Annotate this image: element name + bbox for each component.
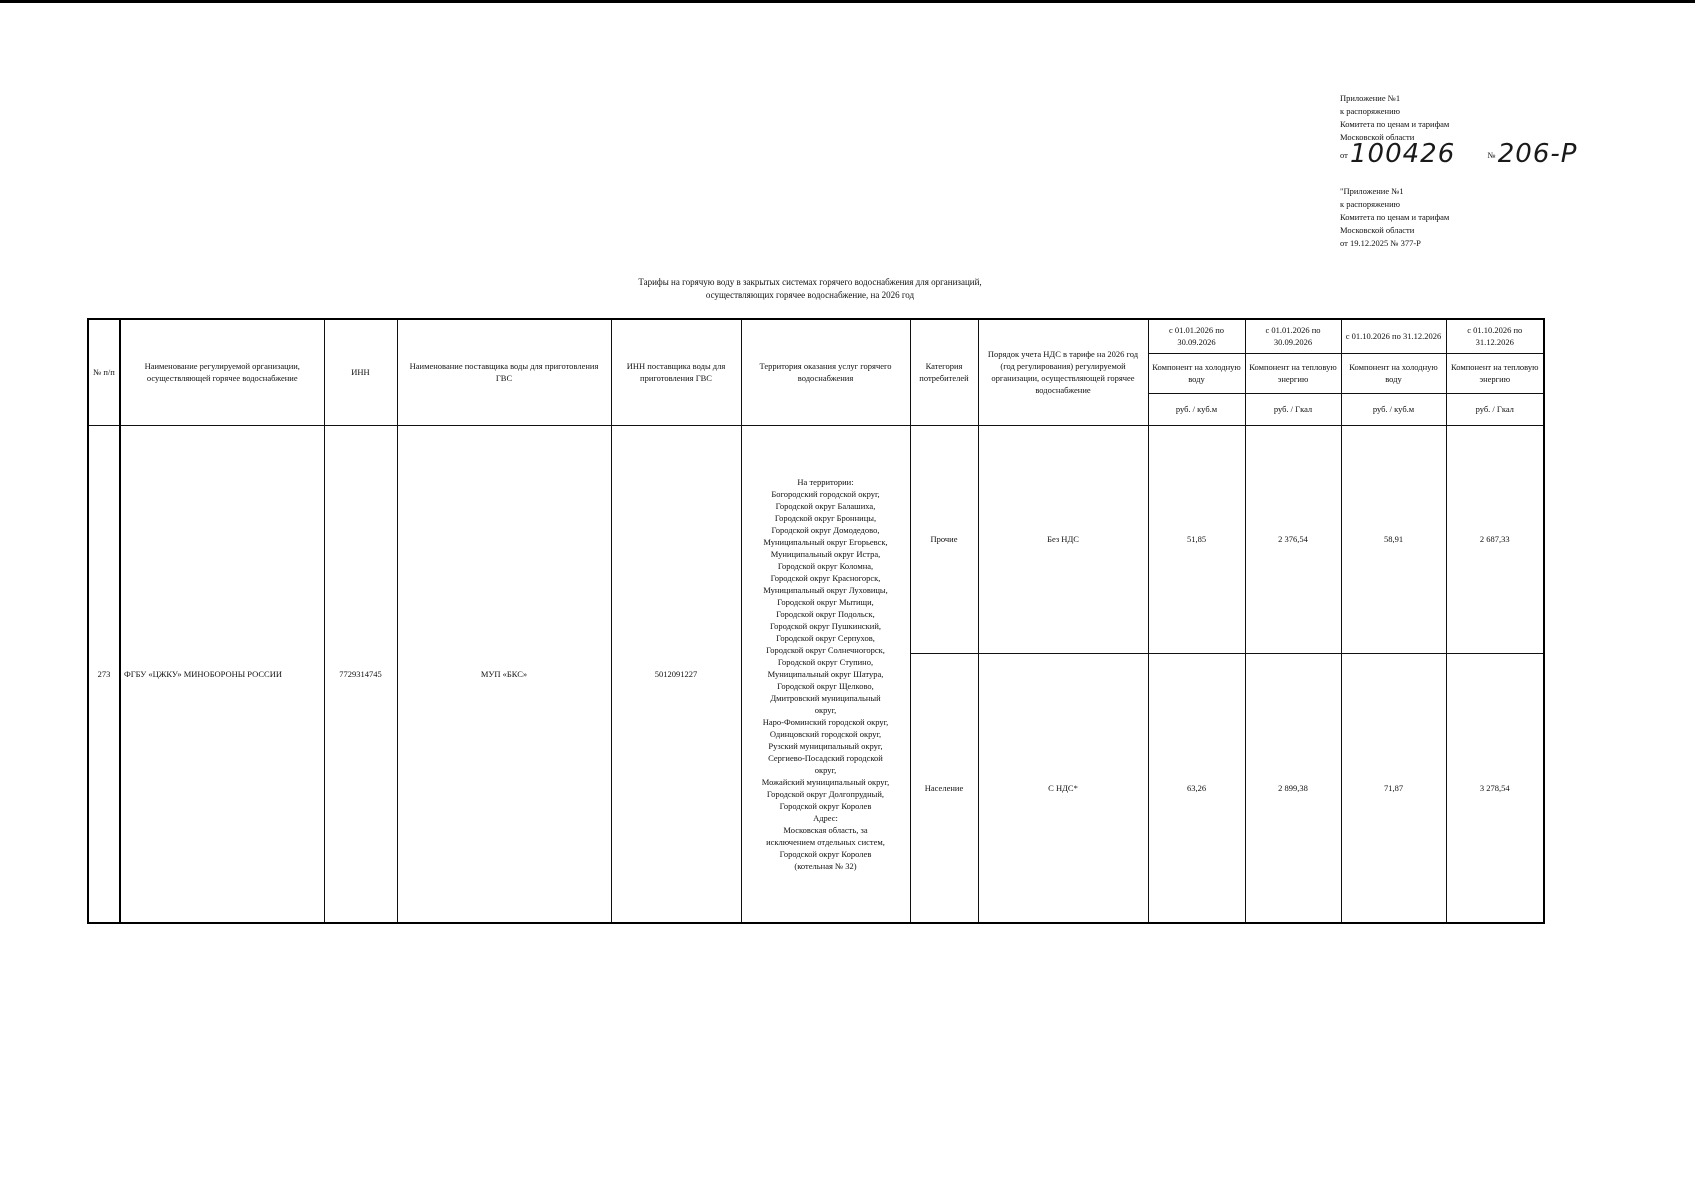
territory-line: Дмитровский муниципальный: [770, 692, 881, 703]
territory-line: Городской округ Коломна,: [777, 560, 874, 571]
header-unit: руб. / куб.м: [1341, 393, 1446, 425]
top-border: [0, 0, 1695, 3]
cell-vat: Без НДС: [978, 425, 1148, 653]
territory-line: Одинцовский городской округ,: [769, 728, 882, 739]
cell-value: 2 687,33: [1446, 425, 1544, 653]
document-title: [560, 276, 1060, 302]
cell-org-name: ФГБУ «ЦЖКУ» МИНОБОРОНЫ РОССИИ: [120, 425, 324, 923]
cell-territory: [741, 425, 910, 923]
cell-value: 51,85: [1148, 425, 1245, 653]
territory-line: Сергиево-Посадский городской: [768, 752, 883, 763]
territory-line: Городской округ Щелково,: [777, 680, 874, 691]
territory-line: Городской округ Подольск,: [776, 608, 875, 619]
cell-supplier: МУП «БКС»: [397, 425, 611, 923]
annex-line: Московской области: [1340, 132, 1415, 142]
title-line-1: Тарифы на горячую воду в закрытых системах горячего водоснабжения для организаций,: [638, 277, 982, 287]
handwritten-number: 206-Р: [1497, 139, 1578, 169]
header-period: с 01.01.2026 по 30.09.2026: [1245, 319, 1341, 353]
header-period: с 01.01.2026 по 30.09.2026: [1148, 319, 1245, 353]
territory-line: Городской округ Солнечногорск,: [766, 644, 885, 655]
cell-value: 2 899,38: [1245, 653, 1341, 923]
territory-line: Городской округ Ступино,: [777, 656, 874, 667]
annex-header-current: [1340, 92, 1578, 169]
cell-value: 58,91: [1341, 425, 1446, 653]
territory-line: Городской округ Балашиха,: [775, 500, 876, 511]
handwritten-date: 100426: [1349, 139, 1456, 169]
cell-vat: С НДС*: [978, 653, 1148, 923]
territory-line: Городской округ Королев: [779, 800, 872, 811]
territory-line: Городской округ Пушкинский,: [769, 620, 882, 631]
territory-line: Городской округ Красногорск,: [770, 572, 881, 583]
territory-line: округ,: [814, 704, 837, 715]
territory-line: Адрес:: [813, 812, 838, 823]
territory-line: Богородский городской округ,: [771, 488, 880, 499]
cell-value: 63,26: [1148, 653, 1245, 923]
annex-line: Московской области: [1340, 225, 1415, 235]
territory-line: Городской округ Мытищи,: [777, 596, 874, 607]
cell-num: 273: [88, 425, 120, 923]
header-component: Компонент на холодную воду: [1341, 353, 1446, 393]
header-org-name: Наименование регулируемой организации, осуществляющей горячее водоснабжение: [120, 319, 324, 425]
header-component: Компонент на холодную воду: [1148, 353, 1245, 393]
annex-line: Комитета по ценам и тарифам: [1340, 119, 1450, 129]
territory-line: Муниципальный округ Егорьевск,: [763, 536, 888, 547]
territory-line: округ,: [814, 764, 837, 775]
header-category: Категория потребителей: [910, 319, 978, 425]
cell-value: 2 376,54: [1245, 425, 1341, 653]
territory-line: Московская область, за: [783, 824, 868, 835]
territory-line: Городской округ Домодедово,: [771, 524, 880, 535]
header-unit: руб. / Гкал: [1446, 393, 1544, 425]
header-period: с 01.10.2026 по 31.12.2026: [1341, 319, 1446, 353]
cell-value: 3 278,54: [1446, 653, 1544, 923]
territory-line: Городской округ Бронницы,: [774, 512, 877, 523]
territory-line: Муниципальный округ Истра,: [770, 548, 881, 559]
cell-category: Прочие: [910, 425, 978, 653]
date-prefix: от: [1340, 150, 1348, 160]
annex-line: Комитета по ценам и тарифам: [1340, 212, 1450, 222]
territory-line: На территории:: [797, 476, 854, 487]
territory-line: Городской округ Серпухов,: [776, 632, 875, 643]
header-territory: Территория оказания услуг горячего водоснабжения: [741, 319, 910, 425]
number-sign: №: [1487, 150, 1496, 160]
annex-line: к распоряжению: [1340, 106, 1400, 116]
territory-line: Наро-Фоминский городской округ,: [762, 716, 889, 727]
territory-line: Городской округ Долгопрудный,: [766, 788, 885, 799]
annex-line: "Приложение №1: [1340, 186, 1404, 196]
annex-header-previous: [1340, 185, 1449, 250]
territory-line: Рузский муниципальный округ,: [768, 740, 883, 751]
header-component: Компонент на тепловую энергию: [1245, 353, 1341, 393]
territory-line: Муниципальный округ Шатура,: [767, 668, 884, 679]
annex-date-line: [1340, 139, 1578, 169]
territory-line: (котельная № 32): [794, 860, 857, 871]
header-inn: ИНН: [324, 319, 397, 425]
header-unit: руб. / куб.м: [1148, 393, 1245, 425]
table-row: [88, 425, 1544, 653]
cell-category: Население: [910, 653, 978, 923]
header-period: с 01.10.2026 по 31.12.2026: [1446, 319, 1544, 353]
header-component: Компонент на тепловую энергию: [1446, 353, 1544, 393]
territory-line: Муниципальный округ Луховицы,: [763, 584, 888, 595]
annex-line: от 19.12.2025 № 377-Р: [1340, 238, 1421, 248]
cell-supplier-inn: 5012091227: [611, 425, 741, 923]
annex-line: к распоряжению: [1340, 199, 1400, 209]
title-line-2: осуществляющих горячее водоснабжение, на 2026 год: [705, 290, 915, 300]
header-supplier-inn: ИНН поставщика воды для приготовления ГВС: [611, 319, 741, 425]
header-supplier: Наименование поставщика воды для приготовления ГВС: [397, 319, 611, 425]
header-num: № п/п: [88, 319, 120, 425]
territory-line: Городской округ Королев: [779, 848, 872, 859]
header-unit: руб. / Гкал: [1245, 393, 1341, 425]
annex-line: Приложение №1: [1340, 93, 1401, 103]
territory-line: Можайский муниципальный округ,: [761, 776, 890, 787]
cell-inn: 7729314745: [324, 425, 397, 923]
header-vat: Порядок учета НДС в тарифе на 2026 год (год регулирования) регулируемой организации, осуществляющей горячее водоснабжение: [978, 319, 1148, 425]
territory-line: исключением отдельных систем,: [766, 836, 885, 847]
tariffs-table: [87, 318, 1545, 924]
cell-value: 71,87: [1341, 653, 1446, 923]
